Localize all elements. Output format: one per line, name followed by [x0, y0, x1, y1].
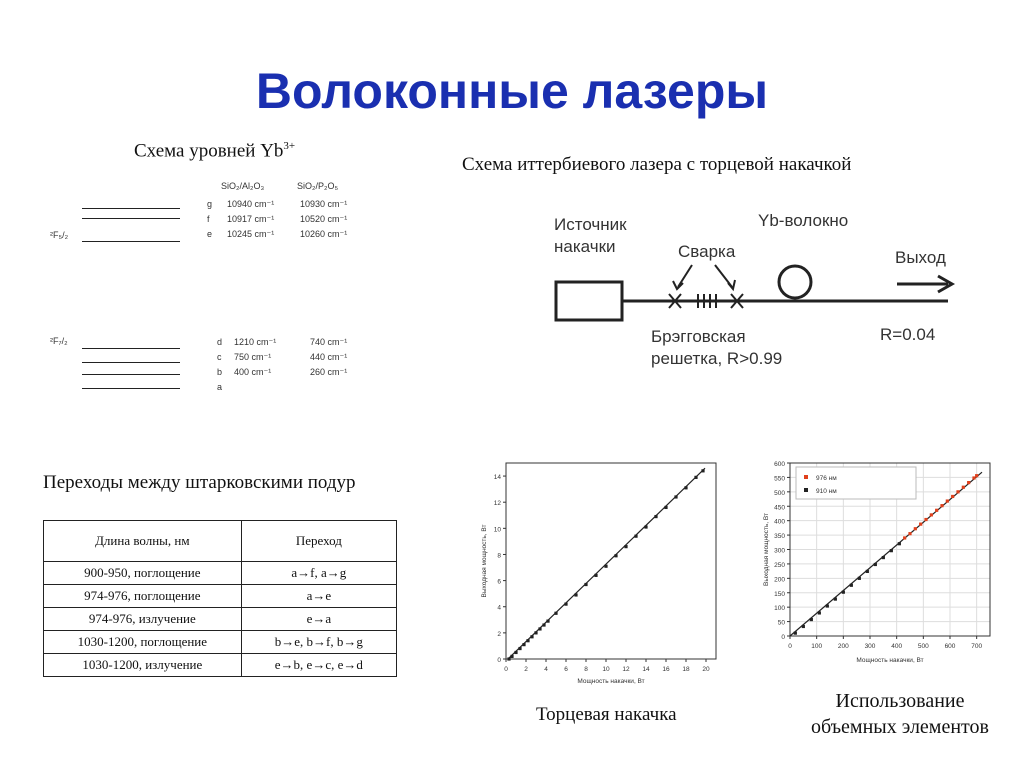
y-tick-label: 300	[774, 547, 785, 555]
data-point	[674, 495, 677, 498]
y-tick-label: 50	[777, 619, 785, 627]
table-header: Переход	[241, 521, 396, 562]
level-value: 400 cm⁻¹	[234, 367, 272, 377]
data-point	[914, 527, 917, 530]
fiber-label: Yb-волокно	[758, 211, 849, 230]
data-point	[654, 515, 657, 518]
data-point	[962, 486, 965, 489]
energy-level-line	[82, 241, 180, 242]
level-value: 440 cm⁻¹	[310, 352, 348, 362]
x-tick-label: 0	[504, 666, 508, 673]
data-point	[584, 583, 587, 586]
data-point	[574, 593, 577, 596]
x-tick-label: 600	[944, 643, 956, 650]
level-label: f	[207, 214, 210, 224]
data-point	[946, 499, 949, 502]
y-tick-label: 400	[774, 518, 785, 526]
data-point	[818, 611, 821, 614]
bulk-elements-chart	[757, 455, 1007, 670]
level-value: 1210 cm⁻¹	[234, 337, 277, 347]
y-tick-label: 350	[774, 533, 785, 541]
upper-term-label: ²F₅/₂	[50, 230, 69, 240]
data-point	[858, 577, 861, 580]
y-tick-label: 10	[493, 526, 501, 534]
level-value: 10930 cm⁻¹	[300, 199, 348, 209]
table-cell: 900-950, поглощение	[44, 562, 242, 585]
table-row	[44, 585, 397, 608]
data-point	[882, 556, 885, 559]
x-tick-label: 300	[864, 643, 876, 650]
end-pump-caption: Торцевая накачка	[536, 704, 677, 725]
data-point	[956, 490, 959, 493]
laser-scheme-caption: Схема иттербиевого лазера с торцевой накачкой	[462, 154, 852, 175]
data-point	[903, 536, 906, 539]
y-tick-label: 12	[493, 500, 501, 508]
level-value: 10520 cm⁻¹	[300, 214, 348, 224]
data-point	[594, 574, 597, 577]
y-tick-label: 500	[774, 489, 785, 497]
pump-source-label: Источник	[554, 215, 627, 234]
data-point	[930, 513, 933, 516]
level-col-header: SiO₂/Al₂O₃	[221, 181, 265, 191]
table-cell: 1030-1200, поглощение	[44, 631, 242, 654]
grating-label: Брэгговская	[651, 327, 746, 346]
levels-caption-sup: 3+	[283, 140, 296, 152]
y-tick-label: 550	[774, 475, 785, 483]
data-point	[701, 469, 704, 472]
weld-pointer-icon	[678, 265, 732, 287]
y-tick-label: 150	[774, 590, 785, 598]
data-point	[802, 625, 805, 628]
x-tick-label: 400	[891, 643, 903, 650]
data-point	[510, 655, 513, 658]
y-tick-label: 4	[497, 604, 501, 612]
x-tick-label: 200	[837, 643, 849, 650]
data-point	[951, 495, 954, 498]
level-label: c	[217, 352, 222, 362]
x-tick-label: 20	[702, 666, 710, 673]
energy-level-line	[82, 388, 180, 389]
transitions-caption: Переходы между штарковскими подур	[43, 472, 356, 493]
x-tick-label: 8	[584, 666, 588, 673]
data-point	[534, 631, 537, 634]
table-header-row	[44, 521, 397, 562]
x-tick-label: 18	[682, 666, 690, 673]
data-point	[664, 506, 667, 509]
x-tick-label: 100	[811, 643, 823, 650]
y-tick-label: 250	[774, 561, 785, 569]
output-label: Выход	[895, 248, 946, 267]
x-tick-label: 4	[544, 666, 548, 673]
x-tick-label: 500	[917, 643, 929, 650]
data-point	[826, 604, 829, 607]
table-cell: a→f, a→g	[241, 562, 396, 585]
level-value: 740 cm⁻¹	[310, 337, 348, 347]
table-row	[44, 608, 397, 631]
x-tick-label: 14	[642, 666, 650, 673]
table-cell: 1030-1200, излучение	[44, 654, 242, 677]
y-tick-label: 450	[774, 504, 785, 512]
data-point	[935, 509, 938, 512]
legend-box	[796, 467, 916, 499]
y-tick-label: 0	[781, 634, 785, 641]
data-point	[850, 584, 853, 587]
data-point	[919, 523, 922, 526]
legend-label: 910 нм	[816, 488, 837, 495]
energy-level-line	[82, 374, 180, 375]
data-point	[634, 535, 637, 538]
x-axis-label: Мощность накачки, Вт	[856, 657, 924, 664]
grating-label: решетка, R>0.99	[651, 349, 783, 368]
x-tick-label: 0	[788, 643, 792, 650]
data-point	[890, 549, 893, 552]
y-tick-label: 8	[497, 552, 501, 560]
level-value: 10917 cm⁻¹	[227, 214, 275, 224]
level-label: b	[217, 367, 223, 377]
y-tick-label: 0	[497, 657, 501, 664]
level-col-header: SiO₂/P₂O₅	[297, 181, 339, 191]
data-point	[538, 627, 541, 630]
table-row	[44, 562, 397, 585]
table-cell: e→b, e→c, e→d	[241, 654, 396, 677]
fiber-coil-icon	[779, 266, 811, 298]
legend-marker	[804, 488, 808, 492]
lower-term-label: ²F₇/₂	[50, 336, 68, 346]
energy-level-line	[82, 362, 180, 363]
pump-source-label: накачки	[554, 237, 616, 256]
table-header: Длина волны, нм	[44, 521, 242, 562]
data-point	[604, 565, 607, 568]
y-tick-label: 14	[493, 474, 501, 482]
data-point	[624, 545, 627, 548]
table-cell: e→a	[241, 608, 396, 631]
transitions-table	[43, 520, 397, 677]
pump-source-box	[556, 282, 622, 320]
data-point	[940, 504, 943, 507]
data-point	[564, 603, 567, 606]
y-axis-label: Выходная мощность, Вт	[763, 513, 770, 586]
x-tick-label: 2	[524, 666, 528, 673]
data-point	[967, 481, 970, 484]
data-point	[694, 476, 697, 479]
y-tick-label: 100	[774, 605, 785, 613]
table-cell: b→e, b→f, b→g	[241, 631, 396, 654]
level-value: 750 cm⁻¹	[234, 352, 272, 362]
level-label: e	[207, 229, 213, 239]
data-point	[684, 486, 687, 489]
x-tick-label: 12	[622, 666, 630, 673]
end-pump-chart	[474, 455, 724, 695]
x-tick-label: 16	[662, 666, 670, 673]
x-axis-label: Мощность накачки, Вт	[577, 678, 645, 685]
y-tick-label: 2	[497, 630, 501, 638]
level-label: a	[217, 382, 223, 392]
data-point	[526, 639, 529, 642]
data-point	[507, 657, 510, 660]
legend-marker	[804, 475, 808, 479]
bulk-elements-caption: Использование объемных элементов	[811, 690, 989, 738]
x-tick-label: 700	[971, 643, 983, 650]
table-row	[44, 631, 397, 654]
data-point	[614, 554, 617, 557]
y-tick-label: 600	[774, 461, 785, 468]
data-point	[810, 618, 813, 621]
level-value: 10940 cm⁻¹	[227, 199, 275, 209]
data-point	[514, 651, 517, 654]
x-tick-label: 6	[564, 666, 568, 673]
level-value: 10260 cm⁻¹	[300, 229, 348, 239]
levels-caption	[134, 140, 295, 162]
table-cell: 974-976, излучение	[44, 608, 242, 631]
legend-label: 976 нм	[816, 475, 837, 482]
data-point	[522, 643, 525, 646]
y-tick-label: 200	[774, 576, 785, 584]
level-label: g	[207, 199, 213, 209]
levels-caption-text: Схема уровней Yb	[134, 140, 284, 162]
data-point	[874, 563, 877, 566]
table-row	[44, 654, 397, 677]
energy-level-line	[82, 218, 180, 219]
data-point	[542, 623, 545, 626]
energy-level-line	[82, 348, 180, 349]
level-value: 260 cm⁻¹	[310, 367, 348, 377]
data-point	[866, 570, 869, 573]
data-point	[898, 542, 901, 545]
y-axis-label: Выходная мощность, Вт	[481, 524, 488, 598]
data-point	[546, 620, 549, 623]
x-tick-label: 10	[602, 666, 610, 673]
energy-level-line	[82, 208, 180, 209]
data-point	[834, 597, 837, 600]
level-label: d	[217, 337, 223, 347]
page-title: Волоконные лазеры	[255, 63, 769, 119]
data-point	[908, 532, 911, 535]
table-cell: 974-976, поглощение	[44, 585, 242, 608]
data-point	[975, 474, 978, 477]
table-cell: a→e	[241, 585, 396, 608]
data-point	[518, 647, 521, 650]
data-point	[554, 612, 557, 615]
data-point	[842, 591, 845, 594]
y-tick-label: 6	[497, 578, 501, 586]
data-point	[644, 525, 647, 528]
weld-label: Сварка	[678, 242, 736, 261]
data-point	[924, 518, 927, 521]
level-value: 10245 cm⁻¹	[227, 229, 275, 239]
data-point	[794, 632, 797, 635]
data-point	[530, 635, 533, 638]
reflect-label: R=0.04	[880, 325, 936, 344]
